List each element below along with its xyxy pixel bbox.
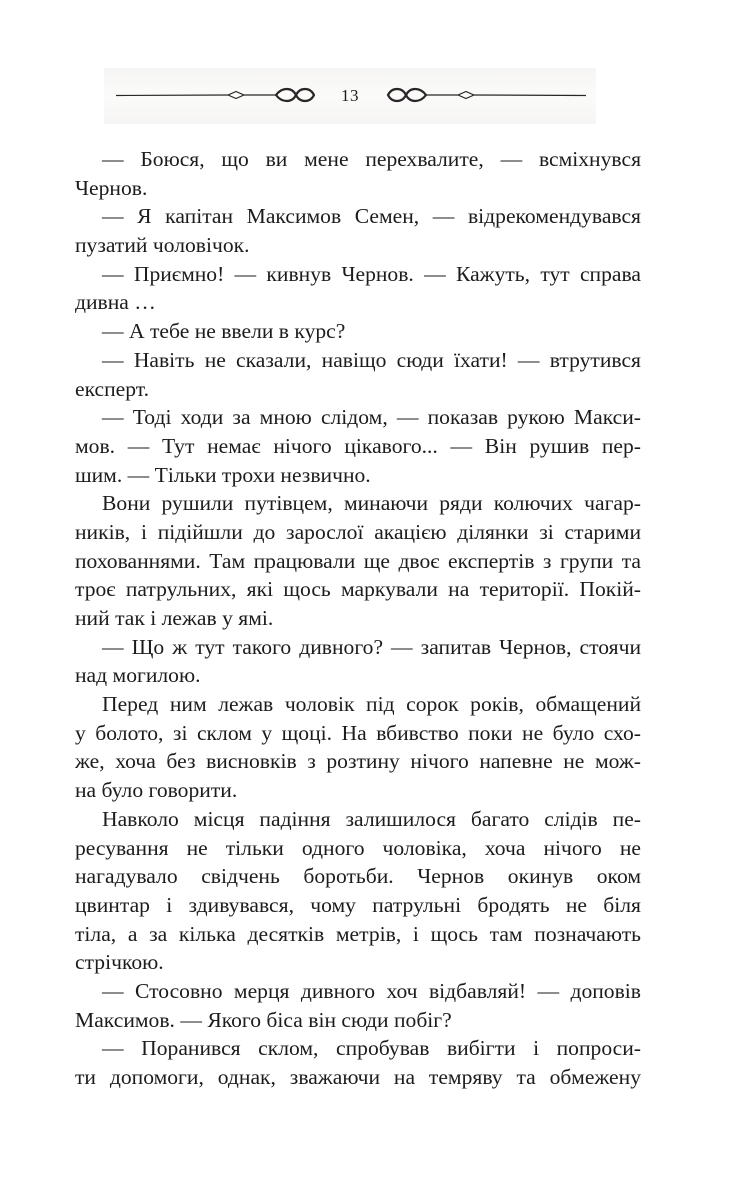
text-line: Перед ним лежав чоловік під сорок років, обмащений — [102, 692, 641, 717]
text-line: похованнями. Там працювали ще двоє експертів з групи та — [75, 548, 641, 573]
text-line: шим. — Тільки трохи незвично. — [75, 462, 371, 487]
text-line: ний так і лежав у ямі. — [75, 606, 274, 630]
text-line: — Приємно! — кивнув Чернов. — Кажуть, тут справа — [102, 261, 641, 286]
text-line: пузатий чоловічок. — [75, 233, 250, 258]
text-line: — Тоді ходи за мною слідом, — показав рукою Макси- — [102, 405, 641, 430]
text-line: у болото, зі склом у щоці. На вбивство поки не було схо- — [75, 720, 641, 745]
text-line: же, хоча без висновків з розтину нічого напевне не мож- — [75, 749, 641, 774]
text-line: тіла, а за кілька десятків метрів, і щось там позначають — [75, 921, 641, 946]
text-line: — Що ж тут такого дивного? — запитав Чернов, стоячи — [102, 634, 641, 659]
text-line: Максимов. — Якого біса він сюди побіг? — [75, 1007, 452, 1032]
text-line: Навколо місця падіння залишилося багато слідів пе- — [102, 806, 641, 831]
text-line: мов. — Тут немає нічого цікавого... — Він рушив пер- — [75, 433, 641, 458]
text-line: — Поранився склом, спробував вибігти і попроси- — [102, 1036, 641, 1061]
right-ornament-icon — [386, 68, 586, 124]
text-line: — А тебе не ввели в курс? — [102, 319, 346, 344]
text-line: стрічкою. — [75, 950, 164, 975]
page-header — [104, 68, 596, 124]
text-line: експерт. — [75, 376, 149, 401]
text-line: — Стосовно мерця дивного хоч відбавляй! — доповів — [102, 978, 641, 1003]
body-text — [75, 145, 641, 1092]
page-number: 13 — [341, 86, 359, 105]
text-line: над могилою. — [75, 663, 201, 688]
text-line: — Навіть не сказали, навіщо сюди їхати! — втрутився — [102, 347, 641, 372]
text-line: — Боюся, що ви мене перехвалите, — всміхнувся — [102, 147, 641, 171]
text-line: ників, і підійшли до зарослої акацією ділянки зі старими — [75, 519, 641, 544]
text-line: Вони рушили путівцем, минаючи ряди колючих чагар- — [102, 491, 641, 516]
text-line: нагадувало свідчень боротьби. Чернов окинув оком — [75, 864, 641, 889]
text-line: Чернов. — [75, 175, 148, 200]
text-line: ти допомоги, однак, зважаючи на темряву та обмежену — [75, 1065, 641, 1089]
text-line: ресування не тільки одного чоловіка, хоча нічого не — [75, 835, 641, 860]
text-line: на було говорити. — [75, 778, 238, 803]
text-line: дивна … — [75, 290, 156, 315]
text-line: — Я капітан Максимов Семен, — відрекомендувався — [102, 204, 641, 229]
text-line: цвинтар і здивувався, чому патрульні бродять не біля — [75, 892, 641, 917]
text-line: троє патрульних, які щось маркували на території. Покій- — [75, 577, 641, 602]
